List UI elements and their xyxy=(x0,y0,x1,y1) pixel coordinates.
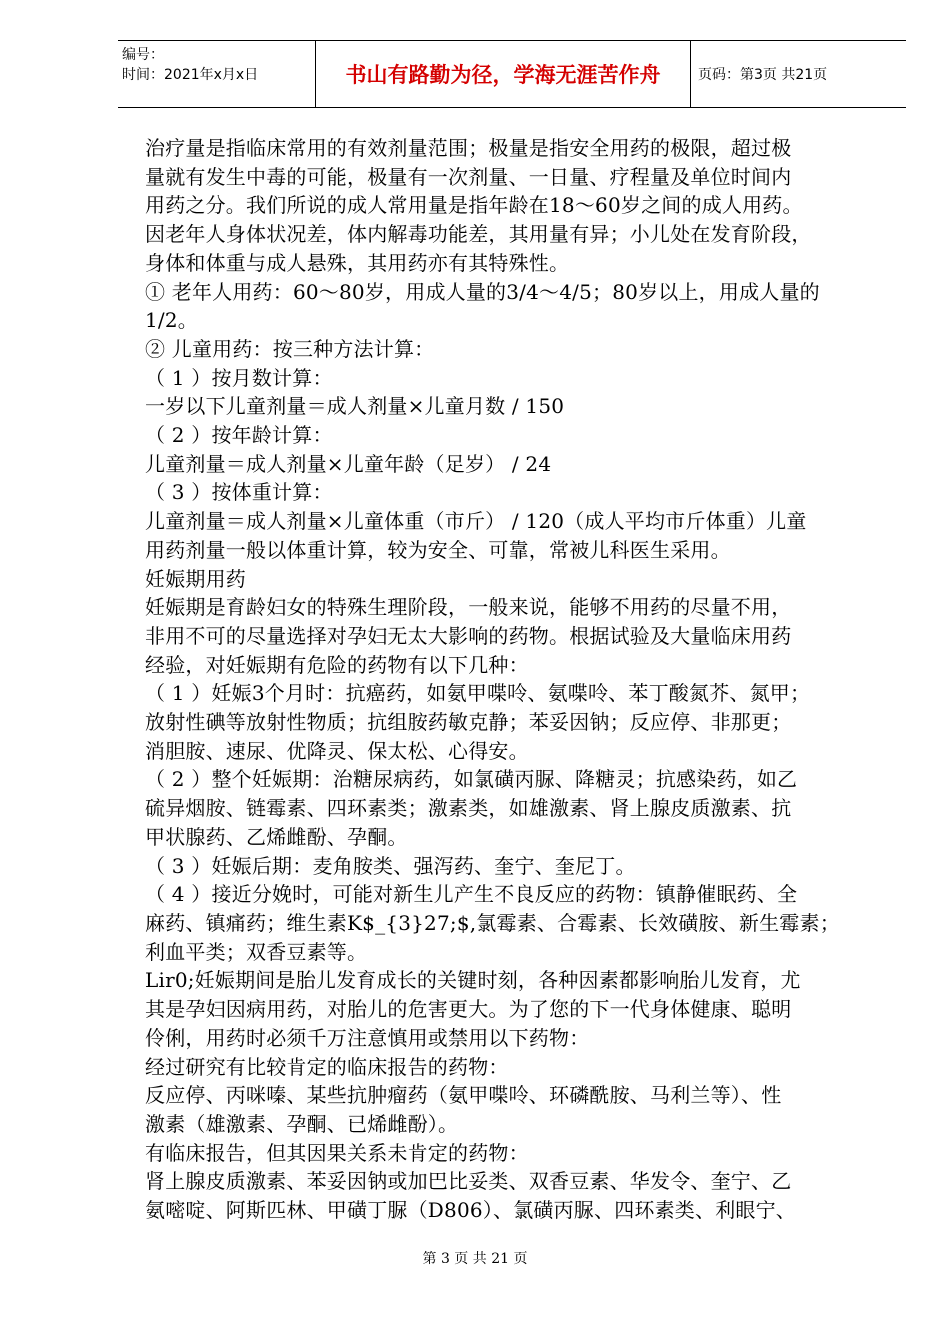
header-motto: 书山有路勤为径，学海无涯苦作舟 xyxy=(345,63,661,87)
body-text-line: 消胆胺、速尿、优降灵、保太松、心得安。 xyxy=(145,738,529,763)
body-text-line: 非用不可的尽量选择对孕妇无太大影响的药物。根据试验及大量临床用药 xyxy=(145,623,792,648)
body-text-line: 妊娠期用药 xyxy=(145,566,246,591)
body-text-line: 量就有发生中毒的可能，极量有一次剂量、一日量、疗程量及单位时间内 xyxy=(145,164,792,189)
body-text-line: 妊娠期是育龄妇女的特殊生理阶段，一般来说，能够不用药的尽量不用， xyxy=(145,595,792,620)
body-text-line: 有临床报告，但其因果关系未肯定的药物： xyxy=(145,1140,529,1165)
body-text-line: 反应停、丙咪嗪、某些抗肿瘤药（氨甲喋呤、环磷酰胺、马利兰等）、性 xyxy=(145,1083,782,1108)
header-page-number: 页码：第3页 共21页 xyxy=(698,67,828,83)
body-text-line: （ 1 ）妊娠3个月时：抗癌药，如氨甲喋呤、氨喋呤、苯丁酸氮芥、氮甲； xyxy=(145,681,811,706)
page-header xyxy=(118,40,906,108)
body-text-line: 放射性碘等放射性物质；抗组胺药敏克静；苯妥因钠；反应停、非那更； xyxy=(145,710,792,735)
document-time-label: 时间：2021年x月x日 xyxy=(122,67,259,83)
body-text-line: ① 老年人用药：60～80岁，用成人量的3/4～4/5；80岁以上，用成人量的 xyxy=(145,279,820,304)
body-text-line: 氨嘧啶、阿斯匹林、甲磺丁脲（D806）、氯磺丙脲、四环素类、利眼宁、 xyxy=(145,1198,797,1223)
header-meta xyxy=(122,45,314,85)
body-text-line: 经过研究有比较肯定的临床报告的药物： xyxy=(145,1054,509,1079)
body-text-line: 激素（雄激素、孕酮、已烯雌酚）。 xyxy=(145,1111,459,1136)
body-text-line: （ 1 ）按月数计算： xyxy=(145,365,333,390)
body-text-line: 一岁以下儿童剂量＝成人剂量×儿童月数 / 150 xyxy=(145,394,565,419)
body-text-line: 伶俐，用药时必须千万注意慎用或禁用以下药物： xyxy=(145,1025,590,1050)
body-text-line: （ 3 ）按体重计算： xyxy=(145,480,333,505)
body-text-line: （ 4 ）接近分娩时，可能对新生儿产生不良反应的药物：镇静催眠药、全 xyxy=(145,882,798,907)
body-text-line: 甲状腺药、乙烯雌酚、孕酮。 xyxy=(145,824,408,849)
body-text-line: 用药之分。我们所说的成人常用量是指年龄在18～60岁之间的成人用药。 xyxy=(145,193,803,218)
document-number-label: 编号： xyxy=(122,47,164,63)
body-text-line: 肾上腺皮质激素、苯妥因钠或加巴比妥类、双香豆素、华发令、奎宁、乙 xyxy=(145,1169,792,1194)
body-text-line: 因老年人身体状况差，体内解毒功能差，其用量有异；小儿处在发育阶段， xyxy=(145,222,812,247)
document-body xyxy=(145,134,885,1225)
body-text-line: 硫异烟胺、链霉素、四环素类；激素类，如雄激素、肾上腺皮质激素、抗 xyxy=(145,796,792,821)
body-text-line: 经验，对妊娠期有危险的药物有以下几种： xyxy=(145,652,529,677)
body-text-line: （ 3 ）妊娠后期：麦角胺类、强泻药、奎宁、奎尼丁。 xyxy=(145,853,636,878)
body-text-line: 麻药、镇痛药；维生素K$_{3}27;$,氯霉素、合霉素、长效磺胺、新生霉素； xyxy=(145,910,840,935)
body-text-line: 儿童剂量＝成人剂量×儿童年龄（足岁） / 24 xyxy=(145,451,552,476)
body-text-line: ② 儿童用药：按三种方法计算： xyxy=(145,336,435,361)
page-footer: 第 3 页 共 21 页 xyxy=(422,1251,528,1267)
body-text-line: 治疗量是指临床常用的有效剂量范围；极量是指安全用药的极限，超过极 xyxy=(145,136,792,160)
body-text-line: 用药剂量一般以体重计算，较为安全、可靠，常被儿科医生采用。 xyxy=(145,537,731,562)
body-text-line: 其是孕妇因病用药，对胎儿的危害更大。为了您的下一代身体健康、聪明 xyxy=(145,997,792,1022)
header-divider xyxy=(690,41,691,107)
body-text-line: 利血平类；双香豆素等。 xyxy=(145,939,368,964)
body-text-line: Lir0;妊娠期间是胎儿发育成长的关键时刻，各种因素都影响胎儿发育，尤 xyxy=(145,968,801,993)
body-text-line: （ 2 ）按年龄计算： xyxy=(145,423,333,448)
body-text-line: 身体和体重与成人悬殊，其用药亦有其特殊性。 xyxy=(145,250,570,275)
body-text-line: 儿童剂量＝成人剂量×儿童体重（市斤） / 120（成人平均市斤体重）儿童 xyxy=(145,509,807,534)
body-text-line: （ 2 ）整个妊娠期：治糖尿病药，如氯磺丙脲、降糖灵；抗感染药，如乙 xyxy=(145,767,798,792)
body-text-line: 1/2。 xyxy=(145,308,198,333)
